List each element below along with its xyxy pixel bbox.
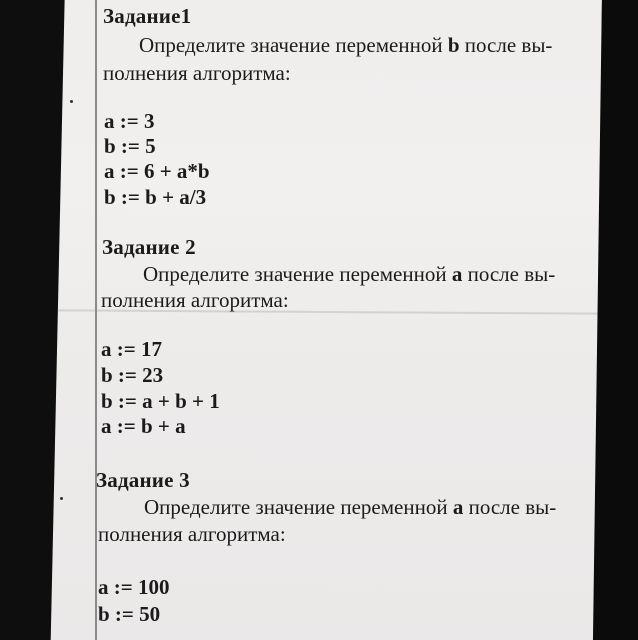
variable-name: a (452, 495, 464, 519)
task-2-question-line-1 (143, 262, 555, 287)
task-2-code-line: b := 23 (101, 363, 164, 387)
task-3-question-line-2: полнения алгоритма: (98, 522, 286, 546)
task-3-title: Задание 3 (96, 468, 190, 492)
variable-name: b (447, 33, 460, 57)
task-2-code-line: a := b + a (101, 414, 186, 438)
task-2-code-line: b := a + b + 1 (101, 389, 220, 413)
variable-name: a (451, 262, 463, 286)
task-1-code-line: b := 5 (104, 134, 156, 158)
question-text: Определите значение переменной (144, 495, 453, 519)
task-2-code-line: a := 17 (101, 337, 162, 361)
question-text: Определите значение переменной (143, 262, 452, 286)
task-2-question-line-2: полнения алгоритма: (101, 288, 289, 312)
task-1-code-line: a := 6 + a*b (104, 159, 210, 183)
task-1-question-line-1 (139, 33, 552, 58)
task-1-question-line-2: полнения алгоритма: (103, 61, 291, 85)
task-1-code-line: a := 3 (104, 109, 155, 133)
task-1-code-line: b := b + a/3 (104, 185, 207, 209)
question-text: после вы- (459, 33, 553, 57)
task-3-code-line-cut-off (98, 628, 218, 640)
task-3-code-line: a := 100 (98, 575, 170, 599)
question-text: Определите значение переменной (139, 33, 448, 57)
task-3-question-line-1 (144, 495, 556, 520)
task-1-title: Задание1 (103, 4, 192, 28)
task-2-title: Задание 2 (102, 235, 196, 259)
task-3-code-line: b := 50 (98, 602, 161, 626)
question-text: после вы- (463, 495, 557, 519)
question-text: после вы- (462, 262, 556, 286)
